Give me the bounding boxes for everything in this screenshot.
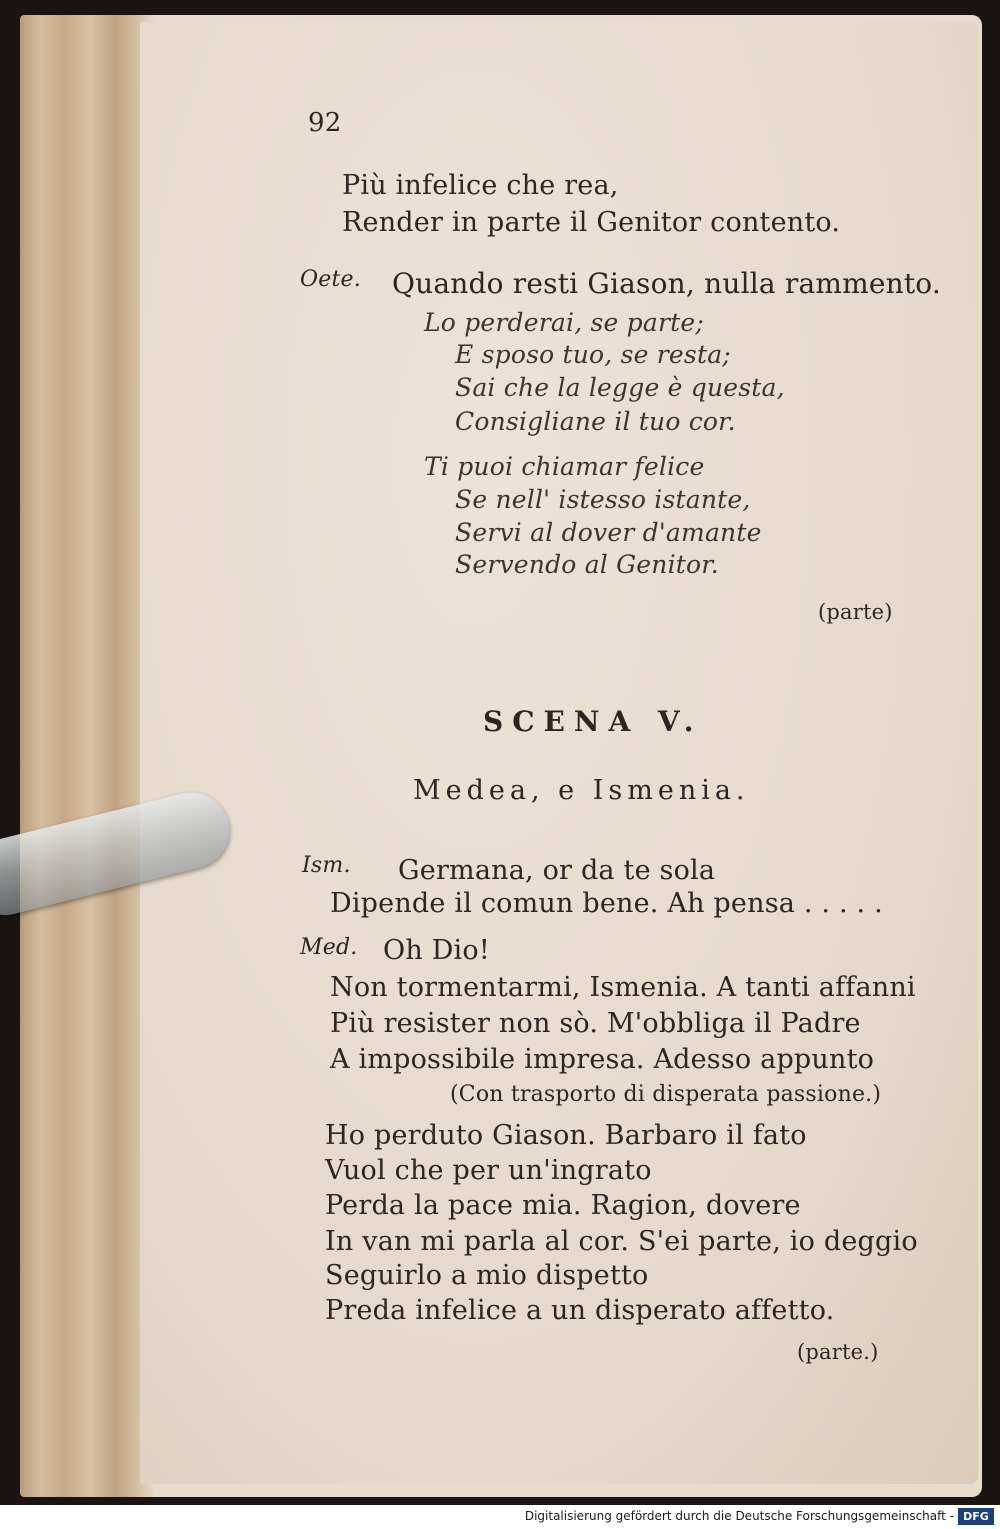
stage-exit: (parte) <box>818 600 893 624</box>
text-line: Quando resti Giason, nulla rammento. <box>392 267 941 300</box>
verse-line: Lo perderai, se parte; <box>424 308 704 337</box>
verse-line: Servi al dover d'amante <box>455 518 762 547</box>
text-line: Più infelice che rea, <box>342 170 619 201</box>
text-line: Render in parte il Genitor contento. <box>342 207 841 238</box>
funding-credit: Digitalisierung gefördert durch die Deutsche Forschungsgemeinschaft - <box>524 1509 954 1523</box>
text-line: A impossibile impresa. Adesso appunto <box>330 1044 875 1075</box>
text-line: Più resister non sò. M'obbliga il Padre <box>330 1008 861 1039</box>
text-line: Non tormentarmi, Ismenia. A tanti affanni <box>330 972 916 1003</box>
text-line: Germana, or da te sola <box>398 855 716 886</box>
verse-line: Servendo al Genitor. <box>455 550 719 579</box>
page-number: 92 <box>308 108 342 138</box>
verse-line: Se nell' istesso istante, <box>455 485 751 514</box>
stage-exit: (parte.) <box>797 1340 879 1364</box>
text-line: Seguirlo a mio dispetto <box>325 1260 649 1291</box>
verse-line: Consigliane il tuo cor. <box>455 407 736 436</box>
dfg-logo: DFG <box>958 1508 994 1525</box>
text-line: Dipende il comun bene. Ah pensa . . . . . <box>330 888 883 919</box>
footer-bar <box>0 1505 1000 1529</box>
text-line: Vuol che per un'ingrato <box>325 1155 652 1186</box>
verse-line: Sai che la legge è questa, <box>455 373 785 402</box>
text-line: Ho perduto Giason. Barbaro il fato <box>325 1120 807 1151</box>
speaker-label: Oete. <box>300 267 361 292</box>
text-line: Preda infelice a un disperato affetto. <box>325 1295 835 1326</box>
speaker-label: Med. <box>300 935 358 960</box>
scene-characters: Medea, e Ismenia. <box>413 775 750 806</box>
text-line: Oh Dio! <box>383 935 490 966</box>
text-line: In van mi parla al cor. S'ei parte, io deggio <box>325 1226 918 1257</box>
stage-direction: (Con trasporto di disperata passione.) <box>450 1082 882 1107</box>
speaker-label: Ism. <box>302 853 351 878</box>
text-line: Perda la pace mia. Ragion, dovere <box>325 1190 801 1221</box>
verse-line: E sposo tuo, se resta; <box>455 340 731 369</box>
verse-line: Ti puoi chiamar felice <box>424 452 705 481</box>
scene-heading: SCENA V. <box>483 705 703 738</box>
